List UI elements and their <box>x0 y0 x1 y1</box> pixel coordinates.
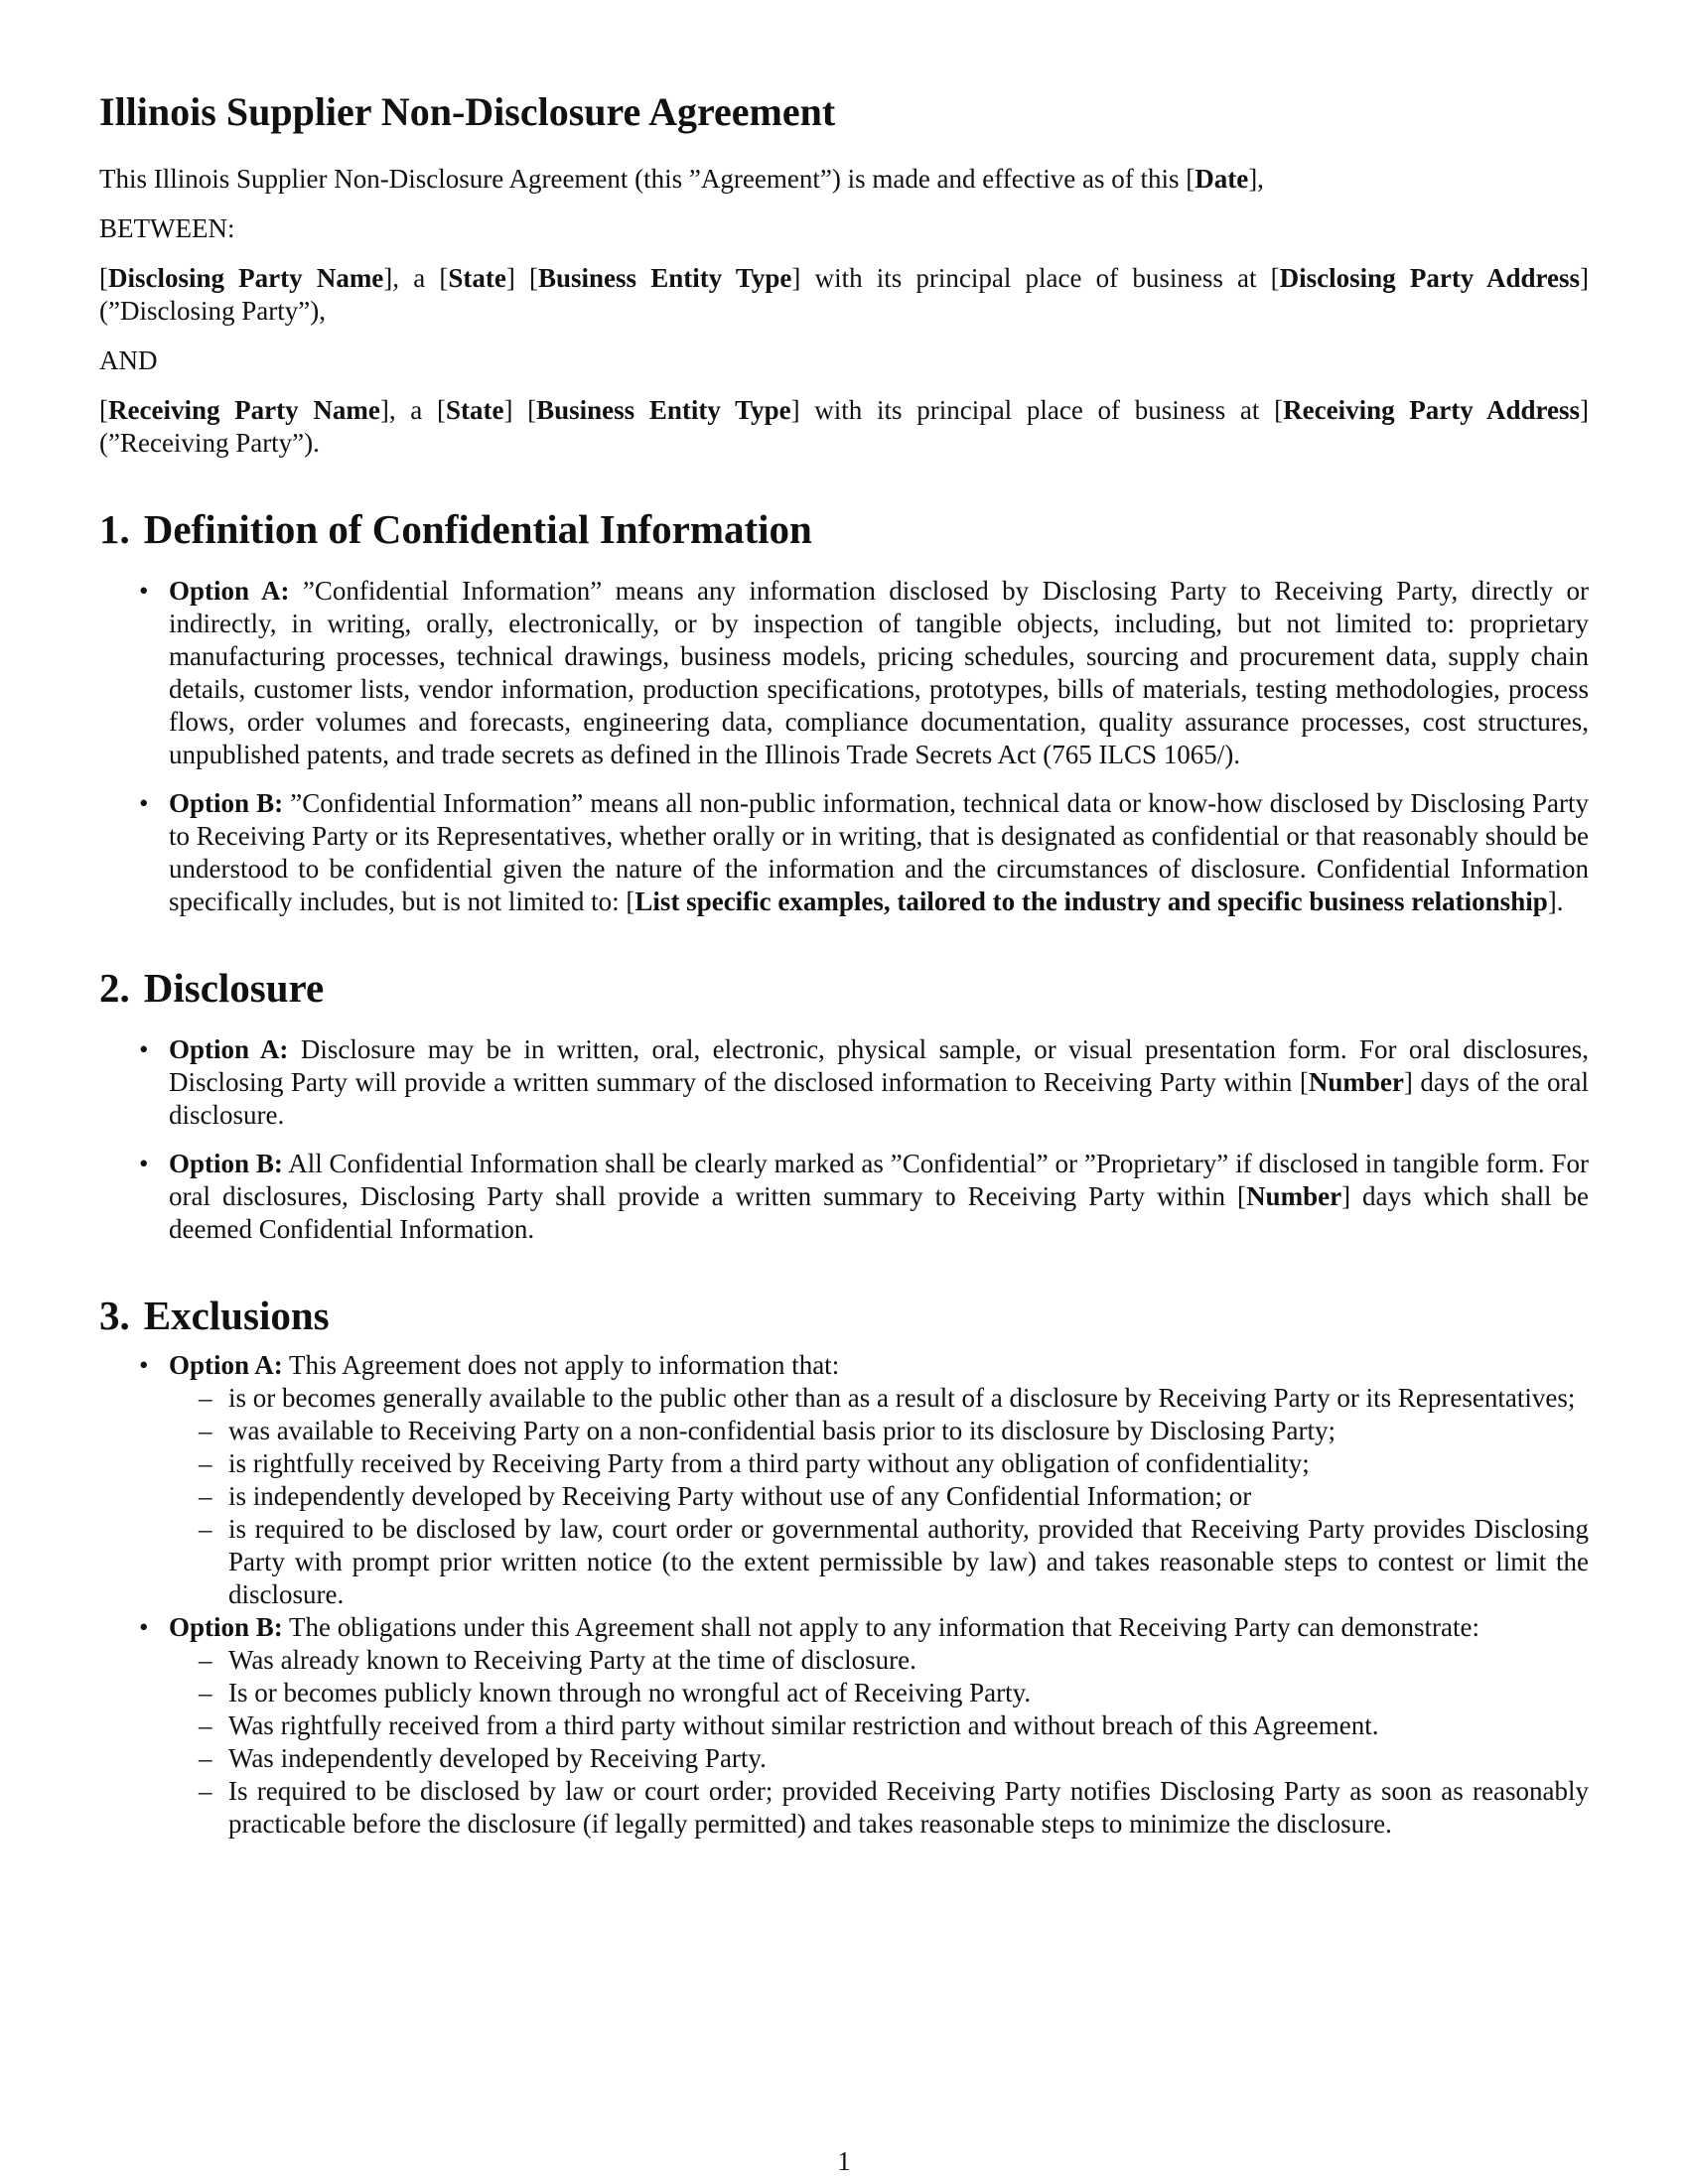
list-item: – is independently developed by Receiving Party without use of any Confidential Information; or <box>228 1480 1589 1513</box>
option-a <box>169 1349 1589 1611</box>
list-item: – Is or becomes publicly known through no wrongful act of Receiving Party. <box>228 1677 1589 1709</box>
section-number: 1. <box>99 506 130 552</box>
option-text-end: ]. <box>1547 887 1564 916</box>
list-item: – is or becomes generally available to the public other than as a result of a disclosure by Receiving Party or its Representatives; <box>228 1382 1589 1415</box>
option-text: ”Confidential Information” means all non-public information, technical data or know-how disclosed by Disclosing Party to Receiving Party or its Representatives, whether orally or in writing, that is designated as confidential or that reasonably should be understood to be confidential given the nature of the information and the circumstances of disclosure. Confidential Information specifically includes, but is not limited to: [ <box>169 788 1590 916</box>
examples-placeholder: List specific examples, tailored to the industry and specific business relationship <box>634 887 1548 916</box>
section-2-options <box>99 1033 1589 1246</box>
option-b <box>169 787 1589 918</box>
section-number: 2. <box>99 965 130 1011</box>
option-text: The obligations under this Agreement shall not apply to any information that Receiving Party can demonstrate: <box>282 1612 1480 1642</box>
receiving-party-address-placeholder: Receiving Party Address <box>1283 395 1581 425</box>
state-placeholder: State <box>448 263 506 293</box>
party-text: ] [ <box>503 395 537 425</box>
number-placeholder: Number <box>1308 1067 1404 1097</box>
option-label: Option B: <box>169 1149 283 1178</box>
intro-text-end: ], <box>1248 164 1264 194</box>
page-number: 1 <box>837 2146 851 2176</box>
bracket: [ <box>99 395 108 425</box>
party-text: ] (”Disclosing Party”), <box>99 263 1590 326</box>
option-text: Disclosure may be in written, oral, electronic, physical sample, or visual presentation form. For oral disclosures, Disclosing Party will provide a written summary of the disclosed information to Receiving Party within [ <box>169 1034 1589 1097</box>
exclusion-list-b <box>169 1644 1589 1841</box>
business-entity-placeholder: Business Entity Type <box>536 395 791 425</box>
option-a <box>169 575 1589 771</box>
option-b <box>169 1611 1589 1841</box>
section-heading-1 <box>99 505 1589 553</box>
document-title: Illinois Supplier Non-Disclosure Agreement <box>99 89 836 134</box>
list-item: – is required to be disclosed by law, court order or governmental authority, provided that Receiving Party provides Disclosing Party with prompt prior written notice (to the extent permissible by law) and takes reasonable steps to contest or limit the disclosure. <box>228 1513 1589 1611</box>
option-label: Option A: <box>169 1350 283 1380</box>
party-text: ] with its principal place of business at [ <box>791 263 1280 293</box>
option-a <box>169 1033 1589 1132</box>
receiving-party-name-placeholder: Receiving Party Name <box>108 395 380 425</box>
section-title: Disclosure <box>143 965 325 1011</box>
section-1-options <box>99 575 1589 918</box>
option-b <box>169 1148 1589 1246</box>
between-label: BETWEEN: <box>99 213 235 243</box>
list-item: – Was rightfully received from a third party without similar restriction and without breach of this Agreement. <box>228 1709 1589 1742</box>
option-label: Option A: <box>169 1034 289 1064</box>
option-label: Option B: <box>169 788 284 818</box>
option-text: All Confidential Information shall be clearly marked as ”Confidential” or ”Proprietary” if disclosed in tangible form. For oral disclosures, Disclosing Party shall provide a written summary to Receiving Party within [ <box>169 1149 1589 1211</box>
disclosing-party-paragraph <box>99 262 1589 328</box>
option-text: This Agreement does not apply to information that: <box>282 1350 840 1380</box>
receiving-party-paragraph <box>99 394 1589 460</box>
party-text: ], a [ <box>383 263 449 293</box>
option-text: ”Confidential Information” means any information disclosed by Disclosing Party to Receiving Party, directly or indirectly, in writing, orally, electronically, or by inspection of tangible objects, including, but not limited to: proprietary manufacturing processes, technical drawings, business models, pricing schedules, sourcing and procurement data, supply chain details, customer lists, vendor information, production specifications, prototypes, bills of materials, testing methodologies, process flows, order volumes and forecasts, engineering data, compliance documentation, quality assurance processes, cost structures, unpublished patents, and trade secrets as defined in the Illinois Trade Secrets Act (765 ILCS 1065/). <box>169 576 1589 769</box>
disclosing-party-address-placeholder: Disclosing Party Address <box>1279 263 1581 293</box>
option-label: Option A: <box>169 576 290 606</box>
option-text-end: ] days of the oral disclosure. <box>169 1067 1589 1130</box>
list-item: – Was already known to Receiving Party at the time of disclosure. <box>228 1644 1589 1677</box>
section-number: 3. <box>99 1293 130 1338</box>
list-item: – Is required to be disclosed by law or court order; provided Receiving Party notifies Disclosing Party as soon as reasonably practicable before the disclosure (if legally permitted) and takes reasonable steps to minimize the disclosure. <box>228 1775 1589 1841</box>
number-placeholder: Number <box>1246 1181 1342 1211</box>
party-text: ], a [ <box>379 395 446 425</box>
intro-paragraph <box>99 163 1589 196</box>
section-title: Definition of Confidential Information <box>143 506 812 552</box>
list-item: – Was independently developed by Receiving Party. <box>228 1742 1589 1775</box>
and-label: AND <box>99 345 158 375</box>
section-title: Exclusions <box>143 1293 330 1338</box>
business-entity-placeholder: Business Entity Type <box>538 263 792 293</box>
disclosing-party-name-placeholder: Disclosing Party Name <box>108 263 384 293</box>
document-page <box>99 89 1589 1841</box>
section-heading-3 <box>99 1292 1589 1339</box>
state-placeholder: State <box>445 395 504 425</box>
bracket: [ <box>99 263 108 293</box>
list-item: – was available to Receiving Party on a non-confidential basis prior to its disclosure by Disclosing Party; <box>228 1415 1589 1447</box>
intro-text: This Illinois Supplier Non-Disclosure Agreement (this ”Agreement”) is made and effective as of this [ <box>99 164 1196 194</box>
exclusion-list-a <box>169 1382 1589 1611</box>
option-text-end: ] days which shall be deemed Confidential Information. <box>169 1181 1589 1244</box>
option-label: Option B: <box>169 1612 283 1642</box>
party-text: ] [ <box>505 263 538 293</box>
list-item: – is rightfully received by Receiving Party from a third party without any obligation of confidentiality; <box>228 1447 1589 1480</box>
date-placeholder: Date <box>1195 164 1249 194</box>
party-text: ] (”Receiving Party”). <box>99 395 1590 458</box>
party-text: ] with its principal place of business at [ <box>790 395 1284 425</box>
section-heading-2 <box>99 964 1589 1012</box>
section-3-options <box>99 1349 1589 1841</box>
